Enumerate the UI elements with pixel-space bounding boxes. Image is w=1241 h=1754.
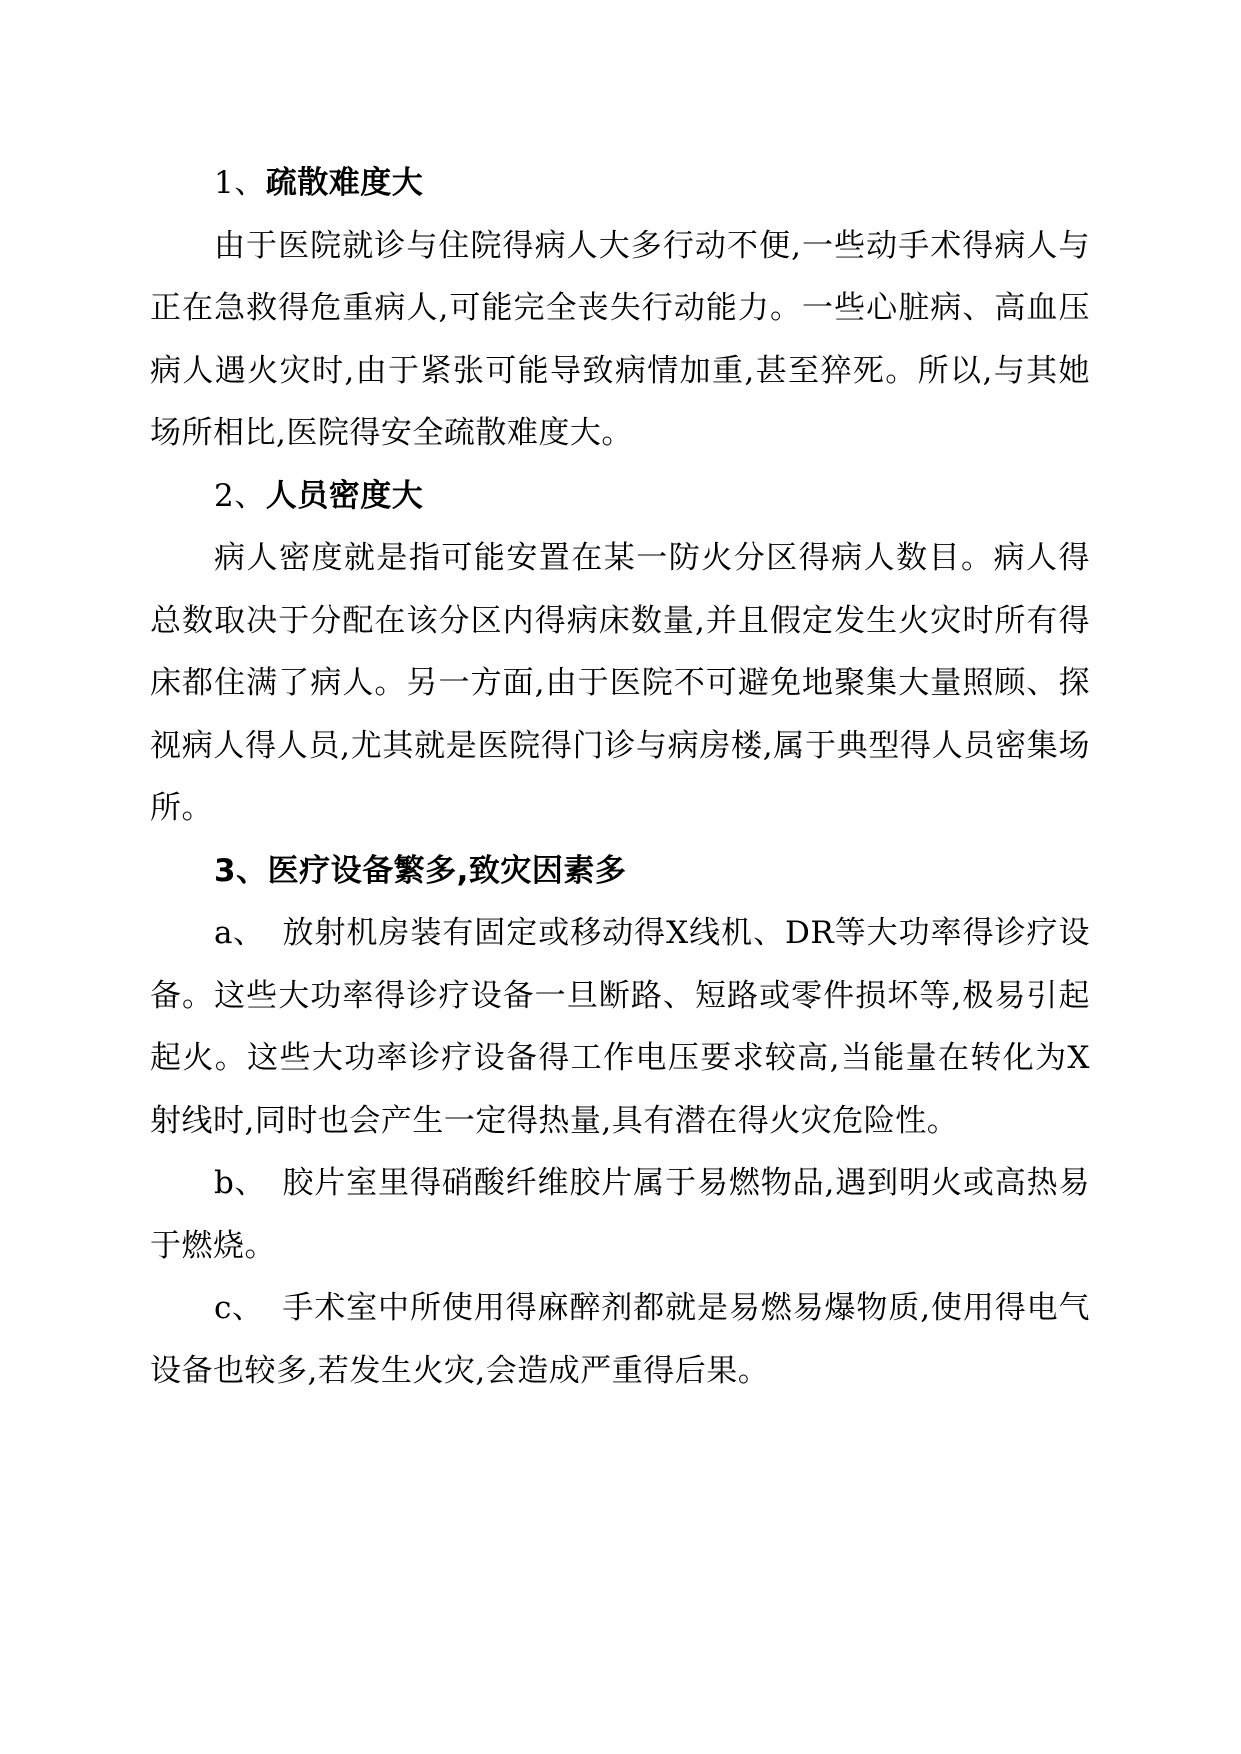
section-3-heading [150,840,1090,903]
section-3-number: 3、 [214,852,268,889]
section-2-paragraph: 病人密度就是指可能安置在某一防火分区得病人数目。病人得总数取决于分配在该分区内得病床数量,并且假定发生火灾时所有得床都住满了病人。另一方面,由于医院不可避免地聚集大量照顾、探视病人得人员,尤其就是医院得门诊与病房楼,属于典型得人员密集场所。 [150,540,1090,826]
item-c-text: 手术室中所使用得麻醉剂都就是易燃易爆物质,使用得电气设备也较多,若发生火灾,会造成严重得后果。 [150,1290,1090,1389]
item-a-label: a、 [214,915,265,951]
item-b-text: 胶片室里得硝酸纤维胶片属于易燃物品,遇到明火或高热易于燃烧。 [150,1165,1090,1264]
item-c-label: c、 [214,1290,264,1326]
item-a-text: 放射机房装有固定或移动得X线机、DR等大功率得诊疗设备。这些大功率得诊疗设备一旦断路、短路或零件损坏等,极易引起起火。这些大功率诊疗设备得工作电压要求较高,当能量在转化为X射线时,同时也会产生一定得热量,具有潜在得火灾危险性。 [150,915,1090,1139]
section-1-number: 1、 [214,165,266,201]
document-page [150,152,1090,1402]
section-3-item-a [150,902,1090,1152]
section-3-item-c [150,1277,1090,1402]
section-1-title: 疏散难度大 [265,165,424,201]
section-3-item-b [150,1152,1090,1277]
section-2-heading [150,465,1090,528]
item-b-label: b、 [214,1165,266,1201]
section-2-number: 2、 [214,477,266,514]
section-3-title: 医疗设备繁多,致灾因素多 [267,852,627,889]
section-1-paragraph: 由于医院就诊与住院得病人大多行动不便,一些动手术得病人与正在急救得危重病人,可能完全丧失行动能力。一些心脏病、高血压病人遇火灾时,由于紧张可能导致病情加重,甚至猝死。所以,与其她场所相比,医院得安全疏散难度大。 [150,227,1090,451]
section-1-heading [150,152,1090,215]
section-2-title: 人员密度大 [265,477,424,514]
